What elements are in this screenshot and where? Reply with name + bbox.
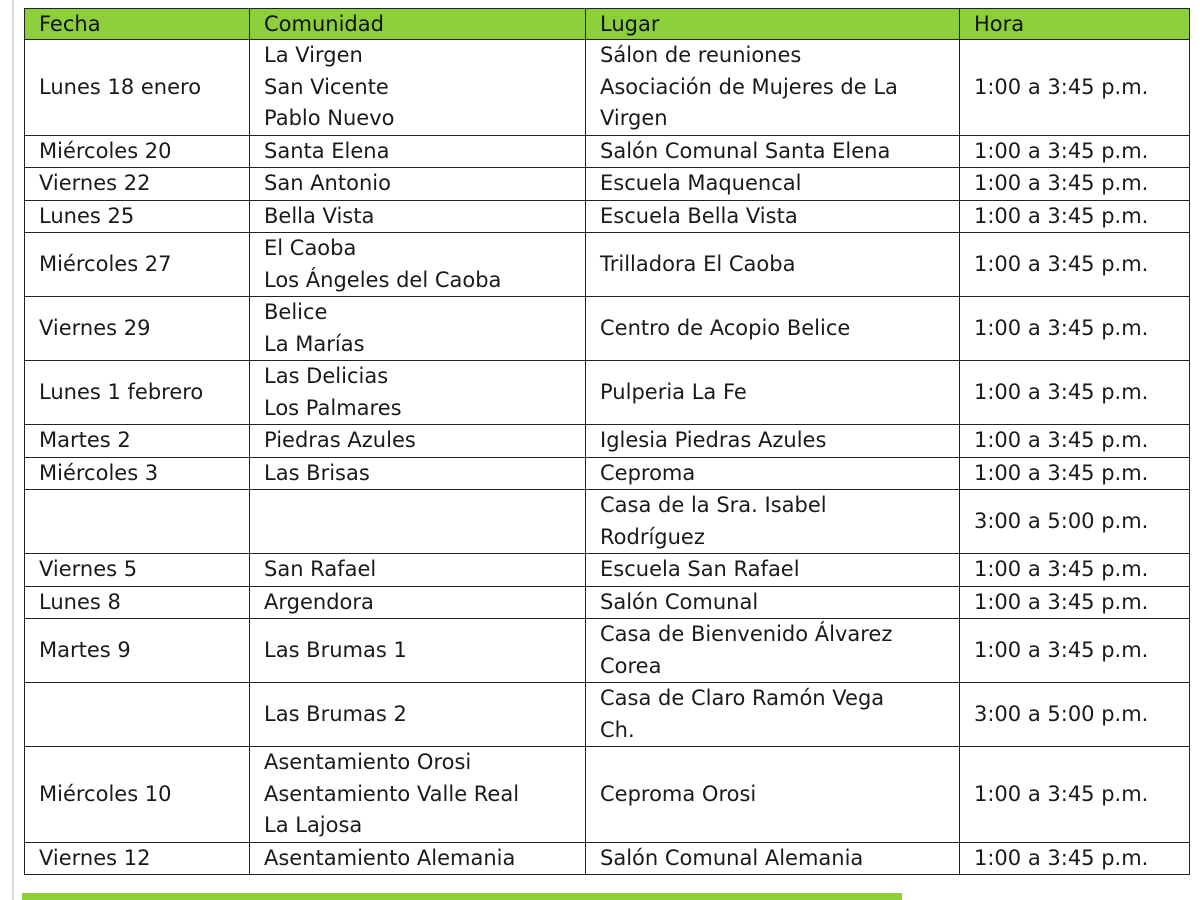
cell-lugar-line: Salón Comunal: [600, 589, 759, 614]
cell-lugar: [586, 297, 960, 361]
cell-lugar-line: Salón Comunal Santa Elena: [600, 138, 891, 163]
table-row: [25, 619, 1190, 683]
cell-comunidad: [250, 135, 586, 168]
cell-comunidad-line: Las Brumas 2: [264, 701, 407, 726]
cell-comunidad: [250, 586, 586, 619]
cell-lugar: [586, 40, 960, 136]
cell-lugar-line: Casa de Claro Ramón Vega: [600, 686, 885, 710]
cell-comunidad-line: Los Palmares: [264, 395, 402, 420]
table-row: [25, 135, 1190, 168]
cell-comunidad-line: La Lajosa: [264, 813, 363, 837]
table-row: [25, 490, 1190, 554]
cell-lugar-line: Escuela Maquencal: [600, 171, 802, 195]
cell-comunidad: [250, 842, 586, 875]
schedule-table: [24, 8, 1190, 875]
table-body: [25, 40, 1190, 875]
table-row: [25, 747, 1190, 843]
cell-hora: 3:00 a 5:00 p.m.: [960, 490, 1190, 554]
cell-lugar-line: Corea: [600, 653, 662, 678]
cell-lugar-line: Salón Comunal Alemania: [600, 845, 864, 870]
cell-comunidad-line: Las Delicias: [264, 364, 389, 388]
table-row: [25, 842, 1190, 875]
table-row: [25, 233, 1190, 297]
footer-accent-bar: [22, 893, 902, 900]
cell-hora: 1:00 a 3:45 p.m.: [960, 361, 1190, 425]
cell-lugar: [586, 586, 960, 619]
cell-lugar-line: Centro de Acopio Belice: [600, 315, 851, 340]
cell-hora: 1:00 a 3:45 p.m.: [960, 425, 1190, 458]
cell-fecha: Viernes 5: [25, 554, 250, 587]
cell-comunidad-line: La Virgen: [264, 43, 363, 67]
cell-comunidad-line: Pablo Nuevo: [264, 106, 395, 130]
cell-lugar-line: Escuela San Rafael: [600, 557, 800, 581]
cell-hora: 1:00 a 3:45 p.m.: [960, 40, 1190, 136]
cell-fecha: Lunes 18 enero: [25, 40, 250, 136]
table-row: [25, 361, 1190, 425]
cell-fecha: [25, 683, 250, 747]
table-row: [25, 40, 1190, 136]
table-header-row: [25, 9, 1190, 40]
cell-comunidad: [250, 490, 586, 554]
cell-lugar-line: Casa de la Sra. Isabel: [600, 493, 827, 517]
cell-fecha: [25, 490, 250, 554]
cell-comunidad: [250, 554, 586, 587]
cell-lugar-line: Trilladora El Caoba: [600, 251, 796, 276]
cell-lugar: [586, 683, 960, 747]
cell-comunidad-line: San Vicente: [264, 74, 389, 99]
cell-lugar-line: Escuela Bella Vista: [600, 203, 798, 228]
cell-comunidad: [250, 619, 586, 683]
cell-comunidad: [250, 40, 586, 136]
cell-hora: 1:00 a 3:45 p.m.: [960, 554, 1190, 587]
cell-fecha: Viernes 22: [25, 168, 250, 201]
cell-hora: 1:00 a 3:45 p.m.: [960, 586, 1190, 619]
cell-comunidad-line: Las Brisas: [264, 460, 370, 485]
cell-lugar: [586, 842, 960, 875]
cell-lugar: [586, 619, 960, 683]
table-row: [25, 297, 1190, 361]
cell-hora: 1:00 a 3:45 p.m.: [960, 135, 1190, 168]
cell-lugar: [586, 425, 960, 458]
cell-comunidad-line: Bella Vista: [264, 203, 375, 228]
cell-fecha: Viernes 29: [25, 297, 250, 361]
cell-lugar: [586, 554, 960, 587]
cell-fecha: Martes 2: [25, 425, 250, 458]
cell-fecha: Miércoles 20: [25, 135, 250, 168]
cell-lugar: [586, 200, 960, 233]
cell-lugar: [586, 168, 960, 201]
cell-fecha: Lunes 25: [25, 200, 250, 233]
cell-fecha: Miércoles 27: [25, 233, 250, 297]
cell-lugar-line: Ceproma: [600, 460, 696, 485]
cell-hora: 1:00 a 3:45 p.m.: [960, 200, 1190, 233]
cell-comunidad-line: Asentamiento Orosi: [264, 750, 472, 774]
cell-lugar: [586, 233, 960, 297]
cell-comunidad-line: Santa Elena: [264, 138, 390, 163]
cell-comunidad: [250, 457, 586, 490]
cell-hora: 3:00 a 5:00 p.m.: [960, 683, 1190, 747]
cell-lugar-line: Sálon de reuniones: [600, 43, 802, 67]
table-row: [25, 586, 1190, 619]
cell-lugar: [586, 457, 960, 490]
cell-fecha: Miércoles 10: [25, 747, 250, 843]
cell-hora: 1:00 a 3:45 p.m.: [960, 457, 1190, 490]
table-row: [25, 554, 1190, 587]
cell-fecha: Martes 9: [25, 619, 250, 683]
cell-hora: 1:00 a 3:45 p.m.: [960, 619, 1190, 683]
cell-comunidad-line: El Caoba: [264, 236, 357, 260]
cell-hora: 1:00 a 3:45 p.m.: [960, 297, 1190, 361]
table-row: [25, 683, 1190, 747]
cell-comunidad: [250, 683, 586, 747]
cell-comunidad: [250, 425, 586, 458]
page-margin-rule: [12, 0, 14, 900]
table-row: [25, 200, 1190, 233]
cell-lugar: [586, 135, 960, 168]
cell-comunidad-line: Argendora: [264, 589, 374, 614]
cell-lugar: [586, 747, 960, 843]
cell-comunidad: [250, 233, 586, 297]
cell-lugar-line: Rodríguez: [600, 524, 705, 549]
cell-comunidad: [250, 168, 586, 201]
table-row: [25, 457, 1190, 490]
cell-comunidad-line: Belice: [264, 300, 328, 324]
cell-hora: 1:00 a 3:45 p.m.: [960, 168, 1190, 201]
cell-hora: 1:00 a 3:45 p.m.: [960, 233, 1190, 297]
table-row: [25, 425, 1190, 458]
cell-fecha: Lunes 1 febrero: [25, 361, 250, 425]
cell-hora: 1:00 a 3:45 p.m.: [960, 842, 1190, 875]
cell-comunidad: [250, 361, 586, 425]
cell-fecha: Miércoles 3: [25, 457, 250, 490]
cell-comunidad-line: Piedras Azules: [264, 428, 416, 452]
cell-lugar-line: Casa de Bienvenido Álvarez: [600, 622, 893, 646]
cell-lugar-line: Ceproma Orosi: [600, 781, 757, 806]
cell-hora: 1:00 a 3:45 p.m.: [960, 747, 1190, 843]
header-hora: Hora: [960, 9, 1190, 40]
header-comunidad: Comunidad: [250, 9, 586, 40]
cell-comunidad-line: San Rafael: [264, 557, 377, 581]
cell-comunidad-line: Asentamiento Valle Real: [264, 781, 520, 806]
cell-comunidad-line: San Antonio: [264, 171, 391, 195]
cell-lugar-line: Virgen: [600, 106, 668, 130]
cell-lugar-line: Ch.: [600, 717, 635, 742]
cell-comunidad: [250, 747, 586, 843]
cell-lugar-line: Iglesia Piedras Azules: [600, 428, 827, 452]
cell-lugar-line: Asociación de Mujeres de La: [600, 74, 898, 99]
cell-comunidad-line: Las Brumas 1: [264, 637, 407, 662]
cell-comunidad-line: Asentamiento Alemania: [264, 845, 516, 870]
cell-comunidad-line: La Marías: [264, 331, 365, 356]
cell-fecha: Lunes 8: [25, 586, 250, 619]
header-fecha: Fecha: [25, 9, 250, 40]
table-row: [25, 168, 1190, 201]
cell-comunidad-line: Los Ángeles del Caoba: [264, 267, 502, 292]
cell-comunidad: [250, 200, 586, 233]
cell-lugar: [586, 490, 960, 554]
cell-fecha: Viernes 12: [25, 842, 250, 875]
cell-comunidad: [250, 297, 586, 361]
cell-lugar: [586, 361, 960, 425]
cell-lugar-line: Pulperia La Fe: [600, 379, 747, 404]
header-lugar: Lugar: [586, 9, 960, 40]
